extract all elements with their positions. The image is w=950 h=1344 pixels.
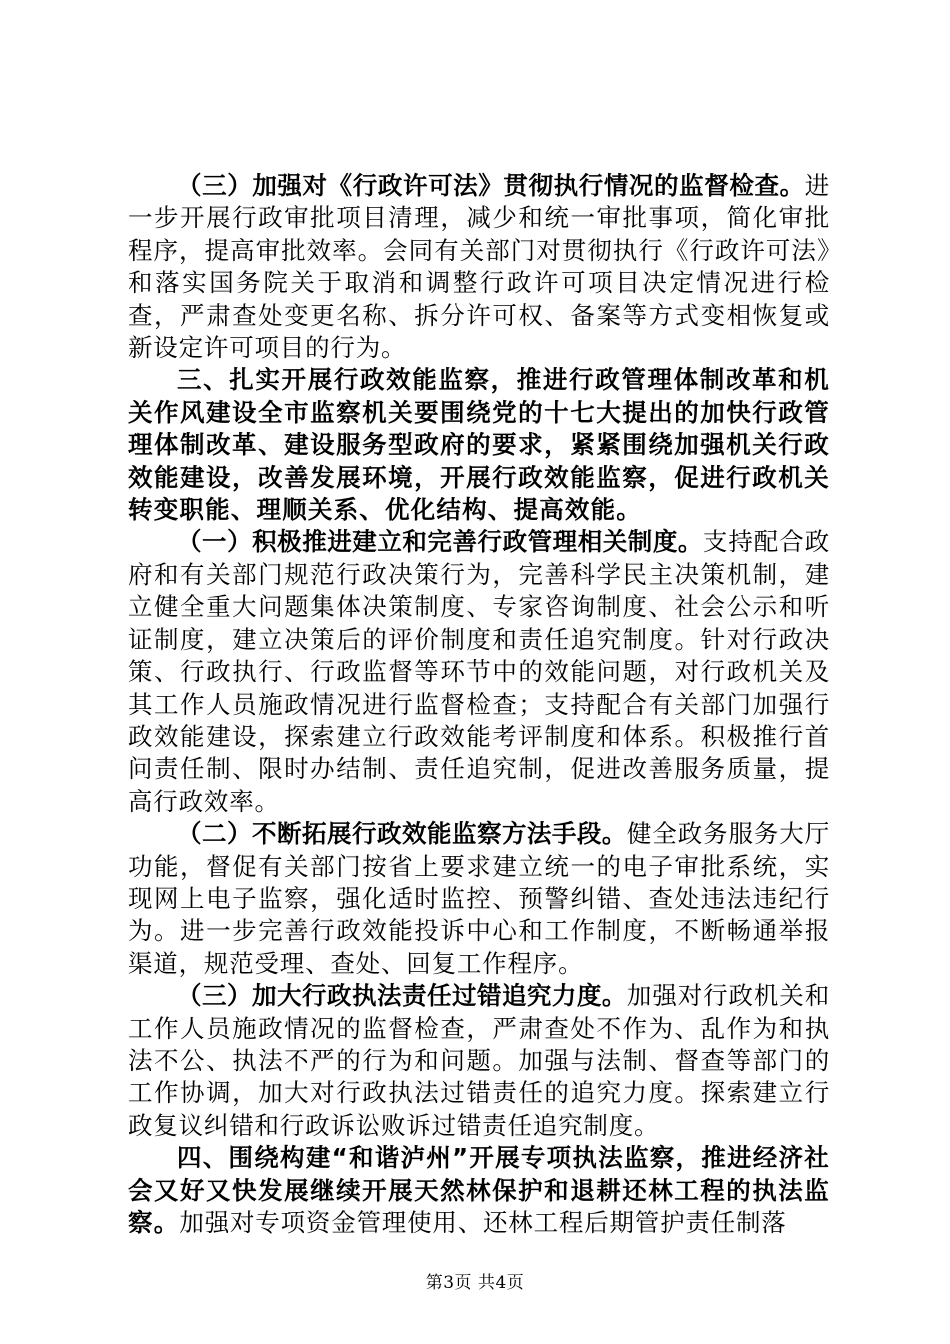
section-heading: 四、围绕构建“和谐泸州”开展专项执法监察，推进经济社会又好又快发展继续开展天然林保护和退耕还林工程的执法监察。 [128,1143,830,1237]
paragraph-admin-systems [128,526,830,818]
section-heading-efficiency-supervision [128,364,830,526]
paragraph-text: 加强对行政机关和工作人员施政情况的监督检查，严肃查处不作为、乱作为和执法不公、执法不严的行为和问题。加强与法制、督查等部门的工作协调，加大对行政执法过错责任的追究力度。探索建立行政复议纠错和行政诉讼败诉过错责任追究制度。 [128,981,830,1140]
paragraph-accountability [128,980,830,1142]
section-heading-special-supervision [128,1142,830,1239]
paragraph-heading: （二）不断拓展行政效能监察方法手段。 [177,819,627,849]
paragraph-text: 支持配合政府和有关部门规范行政决策行为，完善科学民主决策机制，建立健全重大问题集体决策制度、专家咨询制度、社会公示和听证制度，建立决策后的评价制度和责任追究制度。针对行政决策、行政执行、行政监督等环节中的效能问题，对行政机关及其工作人员施政情况进行监督检查；支持配合有关部门加强行政效能建设，探索建立行政效能考评制度和体系。积极推行首问责任制、限时办结制、责任追究制，促进改善服务质量，提高行政效率。 [128,527,830,816]
paragraph-heading: （一）积极推进建立和完善行政管理相关制度。 [177,527,703,557]
paragraph-supervision-methods [128,818,830,980]
document-body [128,170,830,1239]
paragraph-heading: （三）加强对《行政许可法》贯彻执行情况的监督检查。 [177,171,805,200]
paragraph-text: 进一步开展行政审批项目清理，减少和统一审批事项，简化审批程序，提高审批效率。会同有关部门对贯彻执行《行政许可法》和落实国务院关于取消和调整行政许可项目决定情况进行检查，严肃查处变更名称、拆分许可权、备案等方式变相恢复或新设定许可项目的行为。 [128,171,830,363]
paragraph-heading: （三）加大行政执法责任过错追究力度。 [177,981,627,1011]
paragraph-text: 加强对专项资金管理使用、还林工程后期管护责任制落 [179,1208,787,1237]
paragraph-license-law-supervision [128,170,830,364]
section-heading: 三、扎实开展行政效能监察，推进行政管理体制改革和机关作风建设全市监察机关要围绕党的十七大提出的加快行政管理体制改革、建设服务型政府的要求，紧紧围绕加强机关行政效能建设，改善发展环境，开展行政效能监察，促进行政机关转变职能、理顺关系、优化结构、提高效能。 [128,365,830,525]
page-number-footer: 第3页 共4页 [425,1273,525,1293]
paragraph-text: 健全政务服务大厅功能，督促有关部门按省上要求建立统一的电子审批系统，实现网上电子监察，强化适时监控、预警纠错、查处违法违纪行为。进一步完善行政效能投诉中心和工作制度，不断畅通举报渠道，规范受理、查处、回复工作程序。 [128,819,830,978]
